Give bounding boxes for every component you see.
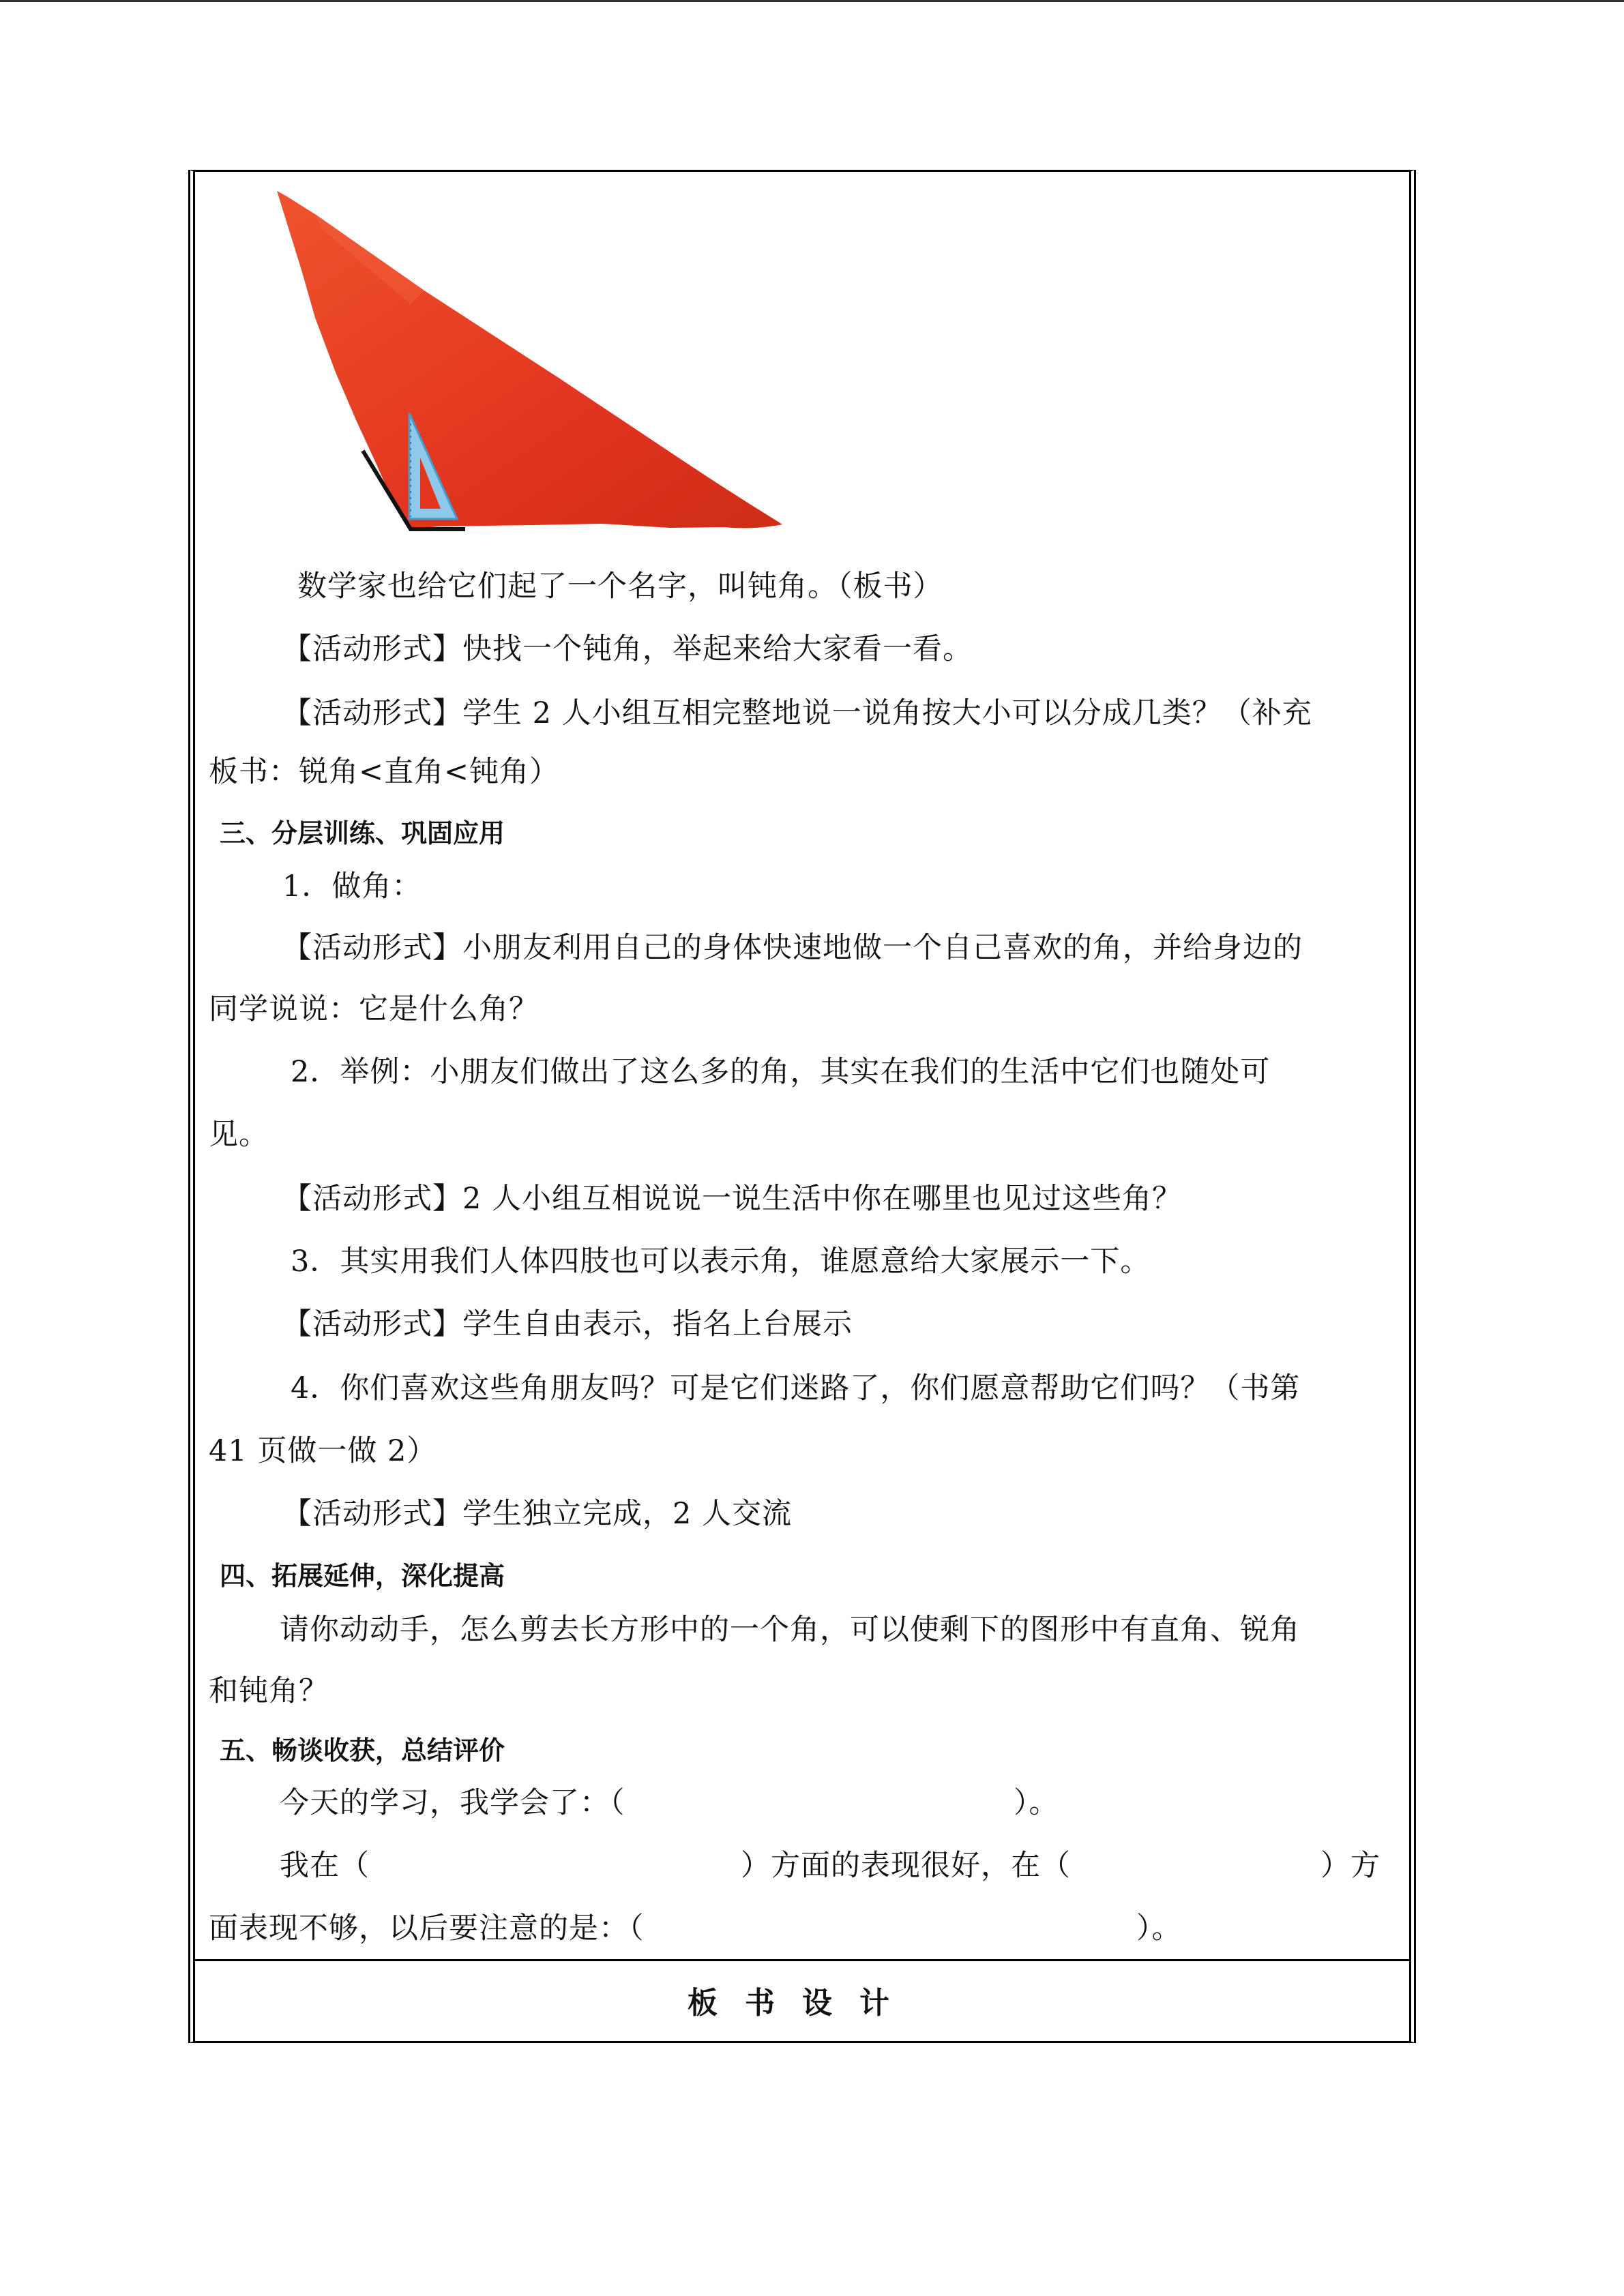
reflection-line-suffix: ）。: [1136, 1911, 1182, 1945]
red-scarf-figure: [274, 188, 786, 536]
text-line: 2．举例：小朋友们做出了这么多的角，其实在我们的生活中它们也随处可: [291, 1055, 1271, 1089]
activity-line: 【活动形式】2 人小组互相说说一说生活中你在哪里也见过这些角？: [282, 1182, 1183, 1216]
board-design-title: 板书设计: [688, 1986, 917, 2021]
reflection-line-middle: ）方面的表现很好，在（: [741, 1849, 1071, 1883]
text-line: 和钝角？: [209, 1674, 329, 1708]
reflection-line-prefix: 面表现不够，以后要注意的是：（: [209, 1911, 645, 1945]
text-line: 板书：锐角<直角<钝角）: [209, 755, 560, 789]
text-line: 3．其实用我们人体四肢也可以表示角，谁愿意给大家展示一下。: [291, 1244, 1151, 1279]
text-line: 请你动动手，怎么剪去长方形中的一个角，可以使剩下的图形中有直角、锐角: [280, 1613, 1300, 1647]
summary-line-suffix: ）。: [1014, 1786, 1059, 1820]
section-heading: 四、拓展延伸，深化提高: [220, 1561, 505, 1591]
text-line: 1．做角：: [282, 869, 422, 904]
lesson-content-cell: [195, 172, 1409, 1961]
section-heading: 三、分层训练、巩固应用: [220, 818, 505, 848]
text-line: 41 页做一做 2）: [209, 1434, 437, 1468]
activity-line: 【活动形式】小朋友利用自己的身体快速地做一个自己喜欢的角，并给身边的: [282, 931, 1303, 965]
summary-line-prefix: 今天的学习，我学会了：（: [280, 1786, 625, 1820]
text-line: 数学家也给它们起了一个名字，叫钝角。（板书）: [297, 569, 943, 603]
activity-line: 【活动形式】快找一个钝角，举起来给大家看一看。: [282, 632, 973, 666]
activity-line: 【活动形式】学生 2 人小组互相完整地说一说角按大小可以分成几类？（补充: [282, 696, 1312, 730]
lesson-plan-table: [188, 170, 1416, 2043]
reflection-line-suffix: ）方: [1320, 1849, 1381, 1883]
text-line: 见。: [209, 1118, 269, 1152]
text-line: 4．你们喜欢这些角朋友吗？可是它们迷路了，你们愿意帮助它们吗？（书第: [291, 1371, 1301, 1405]
reflection-line-prefix: 我在（: [280, 1849, 370, 1883]
page-top-rule: [0, 0, 1624, 2]
section-heading: 五、畅谈收获，总结评价: [220, 1735, 505, 1765]
activity-line: 【活动形式】学生自由表示，指名上台展示: [282, 1307, 853, 1341]
activity-line: 【活动形式】学生独立完成，2 人交流: [282, 1497, 793, 1531]
board-design-cell: [195, 1961, 1409, 2043]
text-line: 同学说说：它是什么角？: [209, 992, 539, 1026]
